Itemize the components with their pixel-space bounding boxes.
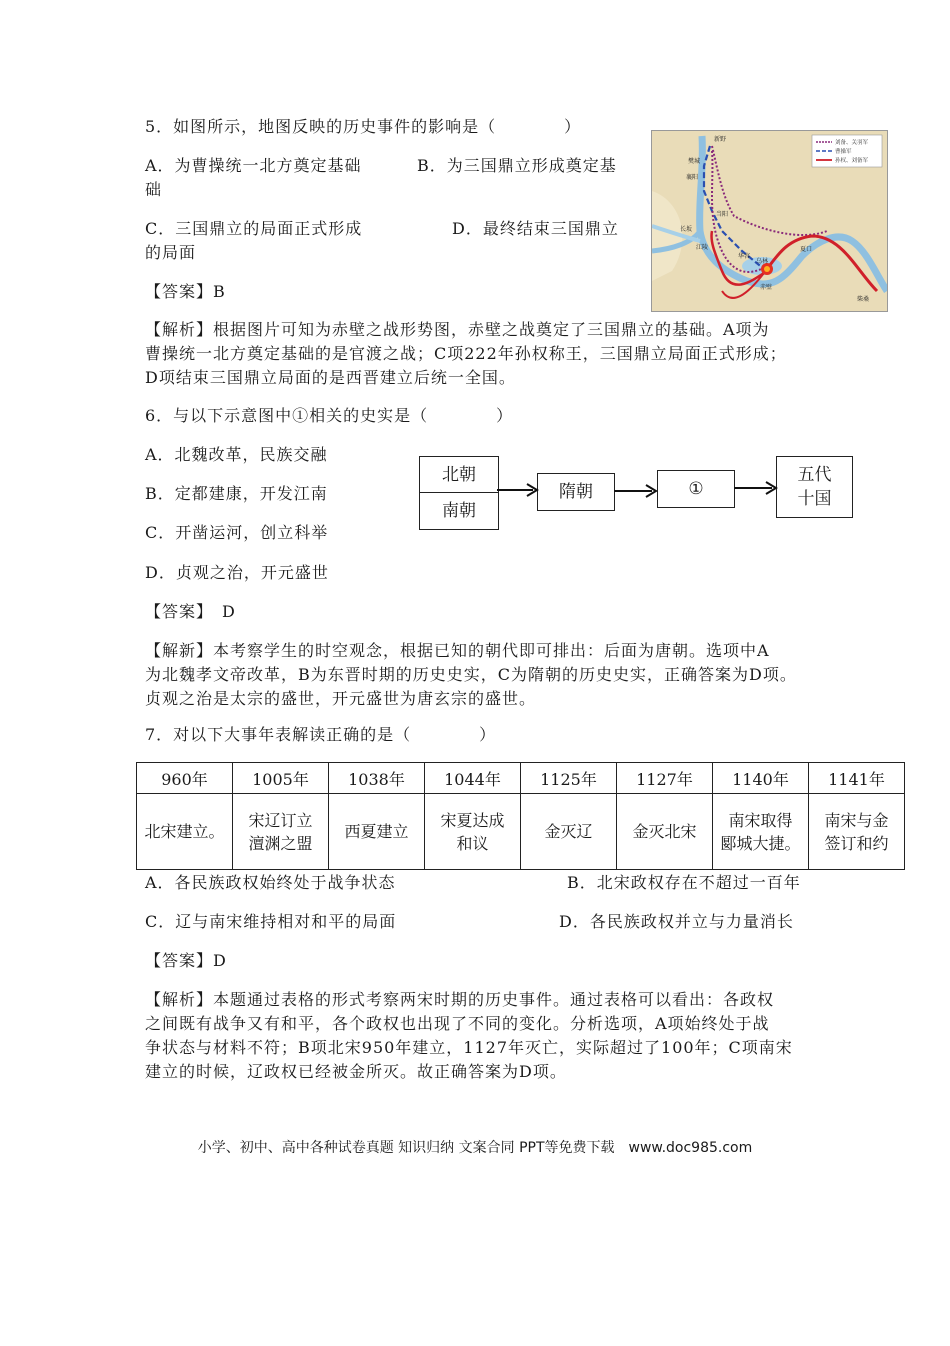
event-cell bbox=[809, 794, 905, 870]
place-xinye: 新野 bbox=[714, 136, 727, 143]
event-line: 金灭辽 bbox=[544, 822, 593, 841]
box-five-dynasties bbox=[776, 456, 853, 518]
event-line: 宋辽订立 bbox=[248, 810, 313, 830]
arrow-3 bbox=[734, 478, 778, 498]
year-cell: 1005年 bbox=[233, 763, 329, 794]
q5-option-a: A．为曹操统一北方奠定基础 bbox=[145, 156, 362, 175]
arrow-1 bbox=[497, 480, 539, 500]
event-line: 宋夏达成 bbox=[440, 810, 505, 830]
table-row-events bbox=[137, 794, 905, 870]
q7-analysis-line2: 之间既有战争又有和平，各个政权也出现了不同的变化。分析选项，A项始终处于战 bbox=[145, 1014, 770, 1033]
q5-analysis-line2: 曹操统一北方奠定基础的是官渡之战；C项222年孙权称王，三国鼎立局面正式形成； bbox=[145, 344, 787, 363]
place-changban: 长坂 bbox=[680, 226, 693, 233]
year-cell: 1140年 bbox=[713, 763, 809, 794]
year-cell: 1044年 bbox=[425, 763, 521, 794]
q7-answer: 【答案】D bbox=[145, 951, 227, 970]
year-cell: 1125年 bbox=[521, 763, 617, 794]
label-north: 北朝 bbox=[442, 465, 476, 485]
event-line: 南宋取得 bbox=[728, 810, 793, 830]
event-line: 郾城大捷。 bbox=[720, 833, 801, 853]
q5-analysis-line1: 【解析】根据图片可知为赤壁之战形势图，赤壁之战奠定了三国鼎立的基础。A项为 bbox=[145, 320, 770, 339]
event-cell bbox=[521, 794, 617, 870]
q6-option-b: B．定都建康，开发江南 bbox=[145, 484, 328, 503]
legend-cao: 曹操军 bbox=[835, 149, 852, 155]
place-xiangyang: 襄阳 bbox=[686, 174, 699, 181]
event-cell bbox=[425, 794, 521, 870]
event-line: 和议 bbox=[456, 833, 489, 853]
q7-stem: 7．对以下大事年表解读正确的是（ ） bbox=[145, 725, 497, 744]
q5-option-d-cont: 的局面 bbox=[145, 243, 197, 262]
page-footer: 小学、初中、高中各种试卷真题 知识归纳 文案合同 PPT等免费下载 www.doc985.com bbox=[197, 1140, 753, 1156]
place-fancheng: 樊城 bbox=[688, 158, 701, 165]
label-five-dynasties: 五代 bbox=[797, 465, 832, 485]
event-line: 西夏建立 bbox=[344, 822, 409, 841]
arrow-2 bbox=[614, 481, 658, 501]
q7-analysis-line4: 建立的时候，辽政权已经被金所灭。故正确答案为D项。 bbox=[145, 1062, 567, 1081]
year-cell: 1038年 bbox=[329, 763, 425, 794]
year-cell: 1127年 bbox=[617, 763, 713, 794]
map-graphic bbox=[652, 131, 887, 311]
event-cell bbox=[233, 794, 329, 870]
event-line: 金灭北宋 bbox=[632, 822, 697, 841]
event-line: 南宋与金 bbox=[824, 810, 889, 830]
place-xiakou: 夏口 bbox=[800, 246, 813, 253]
event-cell bbox=[713, 794, 809, 870]
q6-analysis-line2: 为北魏孝文帝改革，B为东晋时期的历史史实，C为隋朝的历史史实，正确答案为D项。 bbox=[145, 665, 797, 684]
event-cell bbox=[617, 794, 713, 870]
place-chaisang: 柴桑 bbox=[857, 296, 870, 303]
q6-answer: 【答案】 D bbox=[145, 602, 236, 621]
q6-option-d: D．贞观之治，开元盛世 bbox=[145, 563, 329, 582]
label-ten-kingdoms: 十国 bbox=[797, 489, 832, 509]
place-dangyang: 当阳 bbox=[716, 211, 729, 218]
q6-option-c: C．开凿运河，创立科举 bbox=[145, 523, 329, 542]
q6-analysis-line3: 贞观之治是太宗的盛世，开元盛世为唐玄宗的盛世。 bbox=[145, 689, 537, 708]
year-cell: 1141年 bbox=[809, 763, 905, 794]
year-cell: 960年 bbox=[137, 763, 233, 794]
q7-option-b: B．北宋政权存在不超过一百年 bbox=[567, 873, 801, 892]
box-south-dynasty bbox=[419, 492, 499, 530]
event-line: 北宋建立。 bbox=[144, 822, 225, 841]
q5-option-d: D．最终结束三国鼎立 bbox=[452, 219, 619, 238]
place-chibi: 赤壁 bbox=[760, 284, 773, 291]
event-line: 澶渊之盟 bbox=[248, 833, 313, 853]
place-huarong: 华容 bbox=[738, 253, 751, 260]
event-cell bbox=[329, 794, 425, 870]
box-blank-one bbox=[657, 470, 735, 508]
place-wulin: 乌林 bbox=[756, 258, 769, 265]
box-north-dynasty bbox=[419, 456, 499, 493]
q6-analysis-line1: 【解新】本考察学生的时空观念，根据已知的朝代即可排出：后面为唐朝。选项中A bbox=[145, 641, 770, 660]
q5-option-b: B．为三国鼎立形成奠定基 bbox=[417, 156, 617, 175]
legend-liu-guan: 刘备、关羽军 bbox=[835, 140, 869, 146]
q6-option-a: A．北魏改革，民族交融 bbox=[145, 445, 328, 464]
box-sui-dynasty bbox=[537, 473, 615, 511]
q7-option-d: D．各民族政权并立与力量消长 bbox=[559, 912, 794, 931]
red-cliffs-map bbox=[651, 130, 888, 312]
label-south: 南朝 bbox=[442, 501, 476, 521]
q5-option-b-cont: 础 bbox=[145, 180, 163, 199]
q5-analysis-line3: D项结束三国鼎立局面的是西晋建立后统一全国。 bbox=[145, 368, 516, 387]
label-blank: ① bbox=[688, 479, 704, 499]
table-row-years bbox=[137, 763, 905, 794]
q5-answer: 【答案】B bbox=[145, 282, 226, 301]
events-timeline-table bbox=[136, 762, 905, 870]
q5-option-c: C．三国鼎立的局面正式形成 bbox=[145, 219, 363, 238]
q7-analysis-line1: 【解析】本题通过表格的形式考察两宋时期的历史事件。通过表格可以看出：各政权 bbox=[145, 990, 775, 1009]
q5-stem: 5．如图所示，地图反映的历史事件的影响是（ ） bbox=[145, 117, 582, 136]
q7-option-c: C．辽与南宋维持相对和平的局面 bbox=[145, 912, 397, 931]
event-line: 签订和约 bbox=[824, 833, 889, 853]
q6-stem: 6．与以下示意图中①相关的史实是（ ） bbox=[145, 406, 514, 425]
q7-option-a: A．各民族政权始终处于战争状态 bbox=[145, 873, 396, 892]
event-cell bbox=[137, 794, 233, 870]
q7-analysis-line3: 争状态与材料不符；B项北宋950年建立，1127年灭亡，实际超过了100年；C项南宋 bbox=[145, 1038, 793, 1057]
label-sui: 隋朝 bbox=[559, 482, 593, 502]
place-jiangling: 江陵 bbox=[696, 244, 709, 251]
legend-sun-liu: 孙权、刘备军 bbox=[835, 158, 869, 164]
